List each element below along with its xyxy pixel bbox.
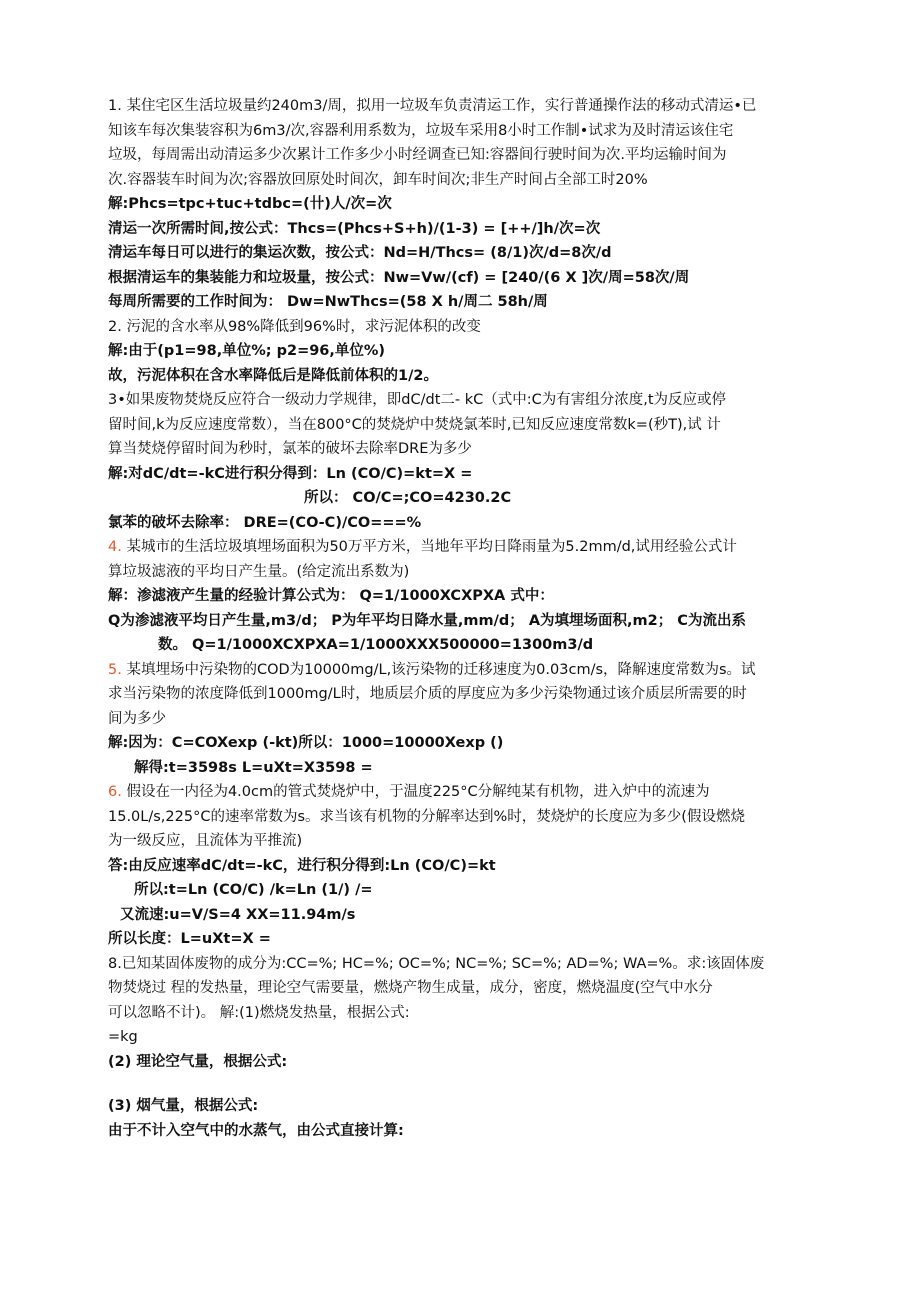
- q5-line-1-text: 某填埋场中污染物的COD为10000mg/L,该污染物的迁移速度为0.03cm/s，降解速度常数为s。试: [121, 661, 756, 678]
- q1-answer-1: 解:Phcs=tpc+tuc+tdbc=(卄)人/次=次: [108, 196, 392, 212]
- q6-answer-2: 所以:t=Ln (CO/C) /k=Ln (1/) /=: [134, 882, 373, 898]
- q4-line-2: 算垃圾滤液的平均日产生量。(给定流出系数为): [108, 563, 410, 580]
- q6-line-1: [108, 780, 820, 805]
- q8-line-3: 可以忽略不计)。 解:(1)燃烧发热量，根据公式:: [108, 1004, 410, 1021]
- q5-answer-2: 解得:t=3598s L=uXt=X3598 =: [134, 759, 373, 776]
- q5-line-2: 求当污染物的浓度降低到1000mg/L时，地质层介质的厚度应为多少污染物通过该介质层所需要的时: [108, 686, 747, 702]
- q5-line-1: [108, 658, 820, 683]
- q1-line-4: 次.容器装车时间为次;容器放回原处时间次，卸车时间次;非生产时间占全部工时20%: [108, 171, 648, 188]
- q4-line-1: [108, 535, 820, 560]
- q1-line-1: 1. 某住宅区生活垃圾量约240m3/周，拟用一垃圾车负责清运工作，实行普通操作法的移动式清运•已: [108, 98, 757, 114]
- q8-answer-4: 由于不计入空气中的水蒸气，由公式直接计算:: [108, 1122, 404, 1139]
- q3-line-2: 留时间,k为反应速度常数），当在800°C的焚烧炉中焚烧氯苯时,已知反应速度常数k=(秒T),试 计: [108, 416, 721, 433]
- q4-answer-3: 数。 Q=1/1000XCXPXA=1/1000XXX500000=1300m3/d: [158, 637, 594, 653]
- q2-line-1: 2. 污泥的含水率从98%降低到96%时，求污泥体积的改变: [108, 318, 481, 335]
- q1-line-3: 垃圾，每周需出动清运多少次累计工作多少小时经调查已知:容器间行驶时间为次.平均运输时间为: [108, 147, 727, 163]
- q1-answer-4: 根据清运车的集装能力和垃圾量，按公式：Nw=Vw/(cf) = [240/(6 X ]次/周=58次/周: [108, 269, 690, 286]
- q6-number: 6.: [108, 784, 122, 800]
- q1-answer-3: 清运车每日可以进行的集运次数，按公式：Nd=H/Thcs= (8/1)次/d=8次/d: [108, 245, 612, 261]
- q4-answer-2: Q为渗滤液平均日产生量,m3/d； P为年平均日降水量,mm/d； A为填埋场面积,m2； C为流出系: [108, 612, 746, 629]
- q5-line-3: 间为多少: [108, 710, 166, 727]
- q3-answer-2: 所以： CO/C=;CO=4230.2C: [304, 490, 512, 506]
- q3-answer-3: 氯苯的破坏去除率： DRE=(CO-C)/CO===%: [108, 514, 422, 531]
- document-body: [108, 94, 820, 1143]
- q4-line-1-text: 某城市的生活垃圾填埋场面积为50万平方米，当地年平均日降雨量为5.2mm/d,试用经验公式计: [121, 539, 737, 555]
- q5-number: 5.: [108, 661, 122, 678]
- q2-answer-2: 故，污泥体积在含水率降低后是降低前体积的1/2。: [108, 367, 438, 384]
- q1-line-2: 知该车每次集装容积为6m3/次,容器利用系数为，垃圾车采用8小时工作制•试求为及时清运该住宅: [108, 122, 734, 139]
- q8-answer-2: (2) 理论空气量，根据公式:: [108, 1053, 288, 1070]
- q8-line-2: 物焚烧过 程的发热量，理论空气需要量，燃烧产物生成量，成分，密度，燃烧温度(空气中水分: [108, 980, 713, 996]
- q6-answer-4: 所以长度：L=uXt=X =: [108, 931, 271, 947]
- q6-line-1-text: 假设在一内径为4.0cm的管式焚烧炉中，于温度225°C分解纯某有机物，进入炉中的流速为: [121, 784, 710, 800]
- q5-answer-1: 解:因为：C=COXexp (-kt)所以：1000=10000Xexp (): [108, 735, 504, 751]
- q3-answer-1: 解:对dC/dt=-kC进行积分得到：Ln (CO/C)=kt=X =: [108, 465, 473, 482]
- q1-answer-5: 每周所需要的工作时间为： Dw=NwThcs=(58 X h/周二 58h/周: [108, 294, 548, 310]
- q6-answer-3: 又流速:u=V/S=4 XX=11.94m/s: [120, 906, 356, 923]
- q4-number: 4.: [108, 539, 122, 555]
- q1-answer-2: 清运一次所需时间,按公式：Thcs=(Phcs+S+h)/(1-3) = [++/]h/次=次: [108, 220, 601, 237]
- q4-answer-1: 解：渗滤液产生量的经验计算公式为： Q=1/1000XCXPXA 式中：: [108, 588, 554, 604]
- q8-answer-3: (3) 烟气量，根据公式:: [108, 1098, 259, 1114]
- q8-line-1: 8.已知某固体废物的成分为:CC=%; HC=%; OC=%; NC=%; SC=%; AD=%; WA=%。求:该固体废: [108, 955, 765, 972]
- q6-answer-1: 答:由反应速率dC/dt=-kC，进行积分得到:Ln (CO/C)=kt: [108, 857, 496, 874]
- q6-line-3: 为一级反应，且流体为平推流): [108, 833, 303, 849]
- blank-line: [108, 1074, 820, 1094]
- q8-answer-1: =kg: [108, 1029, 138, 1045]
- q2-answer-1: 解:由于(p1=98,单位%; p2=96,单位%): [108, 343, 386, 359]
- q6-line-2: 15.0L/s,225°C的速率常数为s。求当该有机物的分解率达到%时，焚烧炉的长度应为多少(假设燃烧: [108, 808, 745, 825]
- q3-line-3: 算当焚烧停留时间为秒时，氯苯的破坏去除率DRE为多少: [108, 441, 472, 457]
- q3-line-1: 3•如果废物焚烧反应符合一级动力学规律，即dC/dt二- kC（式中:C为有害组分浓度,t为反应或停: [108, 392, 727, 408]
